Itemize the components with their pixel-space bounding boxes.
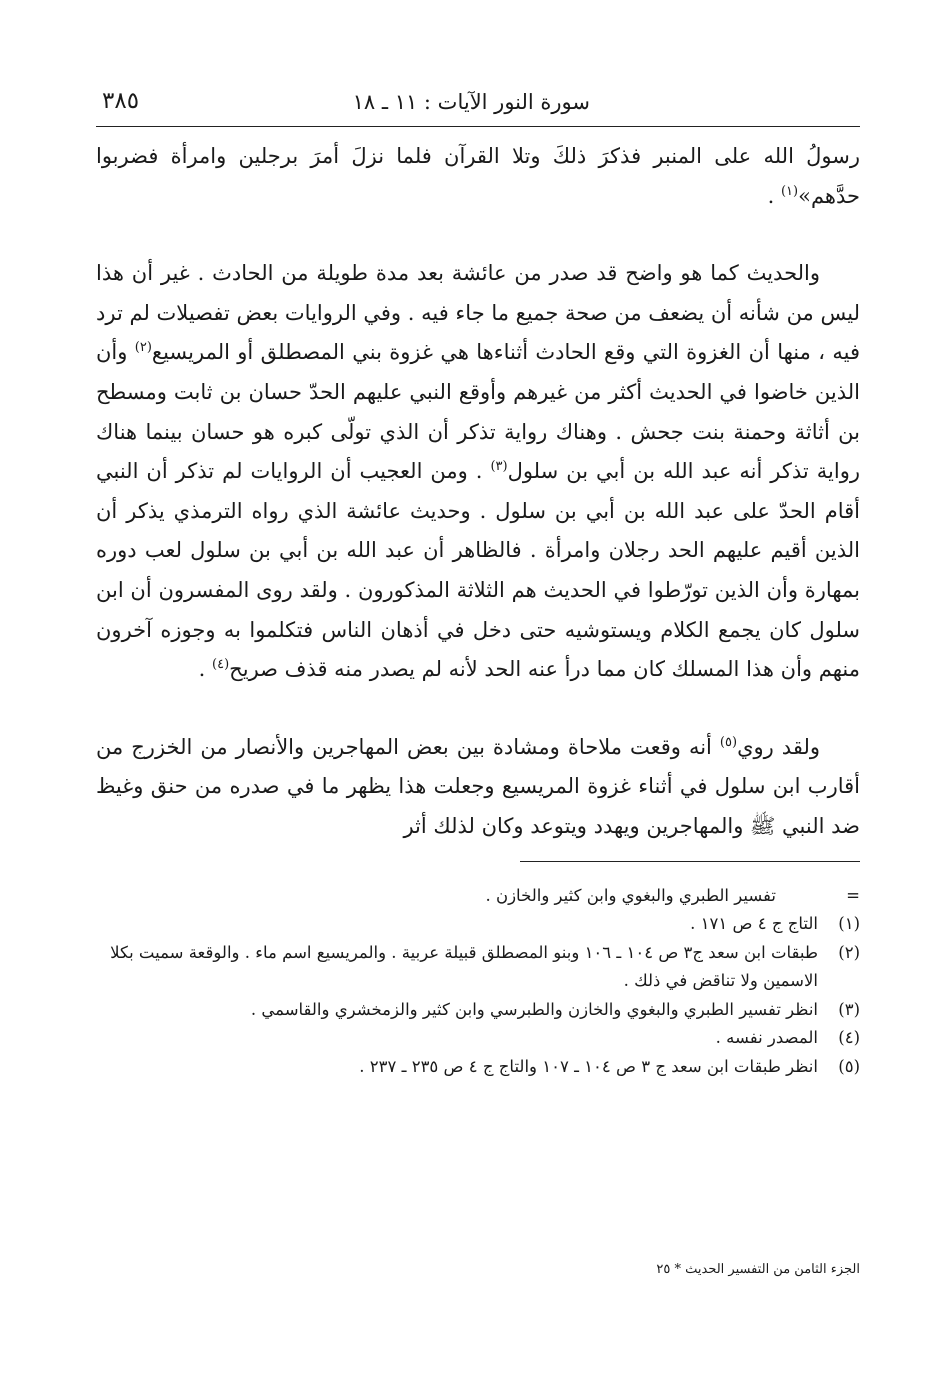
footnotes (96, 882, 860, 1082)
running-header (96, 86, 860, 127)
footnote-ref-5: (٥) (719, 734, 738, 750)
footnote-number: (٣) (838, 999, 860, 1019)
paragraph-2-part-2: وأن الذين خاضوا في الحديث أكثر من غيرهم وأوقع النبي عليهم الحدّ حسان بن ثابت ومسطح بن أثاثة وحمنة بنت جحش . وهناك رواية تذكر أن الذي تولّى كبره هو حسان بينما هناك رواية تذكر أنه عبد الله بن أبي بن سلول (96, 340, 860, 484)
continuation-mark: = (846, 885, 860, 905)
main-text (96, 137, 860, 847)
footnote-number: (٢) (838, 942, 860, 962)
paragraph-2 (96, 254, 860, 690)
footnote-continued-text: تفسير الطبري والبغوي وابن كثير والخازن . (485, 885, 776, 905)
footnote-number: (١) (838, 914, 860, 933)
page-number: ٣٨٥ (102, 88, 140, 114)
footnote-text: المصدر نفسه . (715, 1028, 818, 1047)
paragraph-2-part-1: والحديث كما هو واضح قد صدر من عائشة بعد مدة طويلة من الحادث . غير أن هذا ليس من شأنه أن يضعف من صحة جميع ما جاء فيه . وفي الروايات بعض تفصيلات لم ترد فيه ، منها أن الغزوة التي وقع الحادث أثناءها هي غزوة بني المصطلق أو المريسيع (96, 261, 860, 365)
paragraph-3-part-2: أنه وقعت ملاحاة ومشادة بين بعض المهاجرين والأنصار من الخزرج من أقارب ابن سلول في أثناء غزوة المريسيع وجعلت هذا يظهر ما في صدره من حنق وغيظ ضد النبي ﷺ والمهاجرين ويهدد ويتوعد وكان لذلك أثر (96, 734, 860, 838)
footnote-number: (٤) (838, 1028, 860, 1047)
footnote-4 (96, 1024, 860, 1053)
footnote-ref-1: (١) (780, 183, 799, 199)
footnote-number: (٥) (838, 1056, 860, 1076)
paragraph-3 (96, 728, 860, 847)
footnote-text: التاج ج ٤ ص ١٧١ . (690, 914, 818, 933)
footnote-separator (520, 861, 860, 862)
book-page (96, 86, 860, 1286)
footnote-5 (96, 1053, 860, 1082)
footnote-3 (96, 996, 860, 1025)
paragraph-1-text: رسولُ الله على المنبر فذكرَ ذلكَ وتلا القرآن فلما نزلَ أمرَ برجلين وامرأة فضربوا حدَّهم» (96, 144, 860, 208)
footnote-ref-2: (٢) (134, 340, 152, 356)
paragraph-3-part-1: ولقد روي (737, 734, 820, 759)
footnote-continued (96, 882, 860, 911)
paragraph-2-end: . (198, 657, 213, 682)
volume-signature: الجزء الثامن من التفسير الحديث * ٢٥ (656, 1262, 860, 1277)
footnote-text: انظر طبقات ابن سعد ج ٣ ص ١٠٤ ـ ١٠٧ والتاج ج ٤ ص ٢٣٥ ـ ٢٣٧ . (359, 1056, 818, 1076)
footnote-ref-3: (٣) (490, 459, 508, 475)
header-title: سورة النور الآيات : ١١ ـ ١٨ (352, 90, 590, 114)
footnote-text: انظر تفسير الطبري والبغوي والخازن والطبرسي وابن كثير والزمخشري والقاسمي . (250, 999, 818, 1019)
footnote-ref-4: (٤) (212, 657, 230, 673)
footnote-2 (96, 939, 860, 996)
paragraph-1-end: . (767, 183, 781, 208)
paragraph-2-part-3: . ومن العجيب أن الروايات لم تذكر أن النبي أقام الحدّ على عبد الله بن أبي بن سلول . وحديث عائشة الذي رواه الترمذي يذكر أن الذين أقيم عليهم الحد رجلان وامرأة . فالظاهر أن عبد الله بن أبي بن سلول لعب دوره بمهارة وأن الذين تورّطوا في الحديث هم الثلاثة المذكورون . ولقد روى المفسرون أن ابن سلول كان يجمع الكلام ويستوشيه حتى دخل في أذهان الناس فتكلموا به وجوزه آخرون منهم وأن هذا المسلك كان مما درأ عنه الحد لأنه لم يصدر منه قذف صريح (96, 459, 860, 682)
paragraph-1 (96, 137, 860, 216)
footnote-1 (96, 910, 860, 939)
footnote-text: طبقات ابن سعد ج٣ ص ١٠٤ ـ ١٠٦ وبنو المصطلق قبيلة عربية . والمريسيع اسم ماء . والوقعة سميت بكلا الاسمين ولا تناقض في ذلك . (110, 942, 818, 990)
